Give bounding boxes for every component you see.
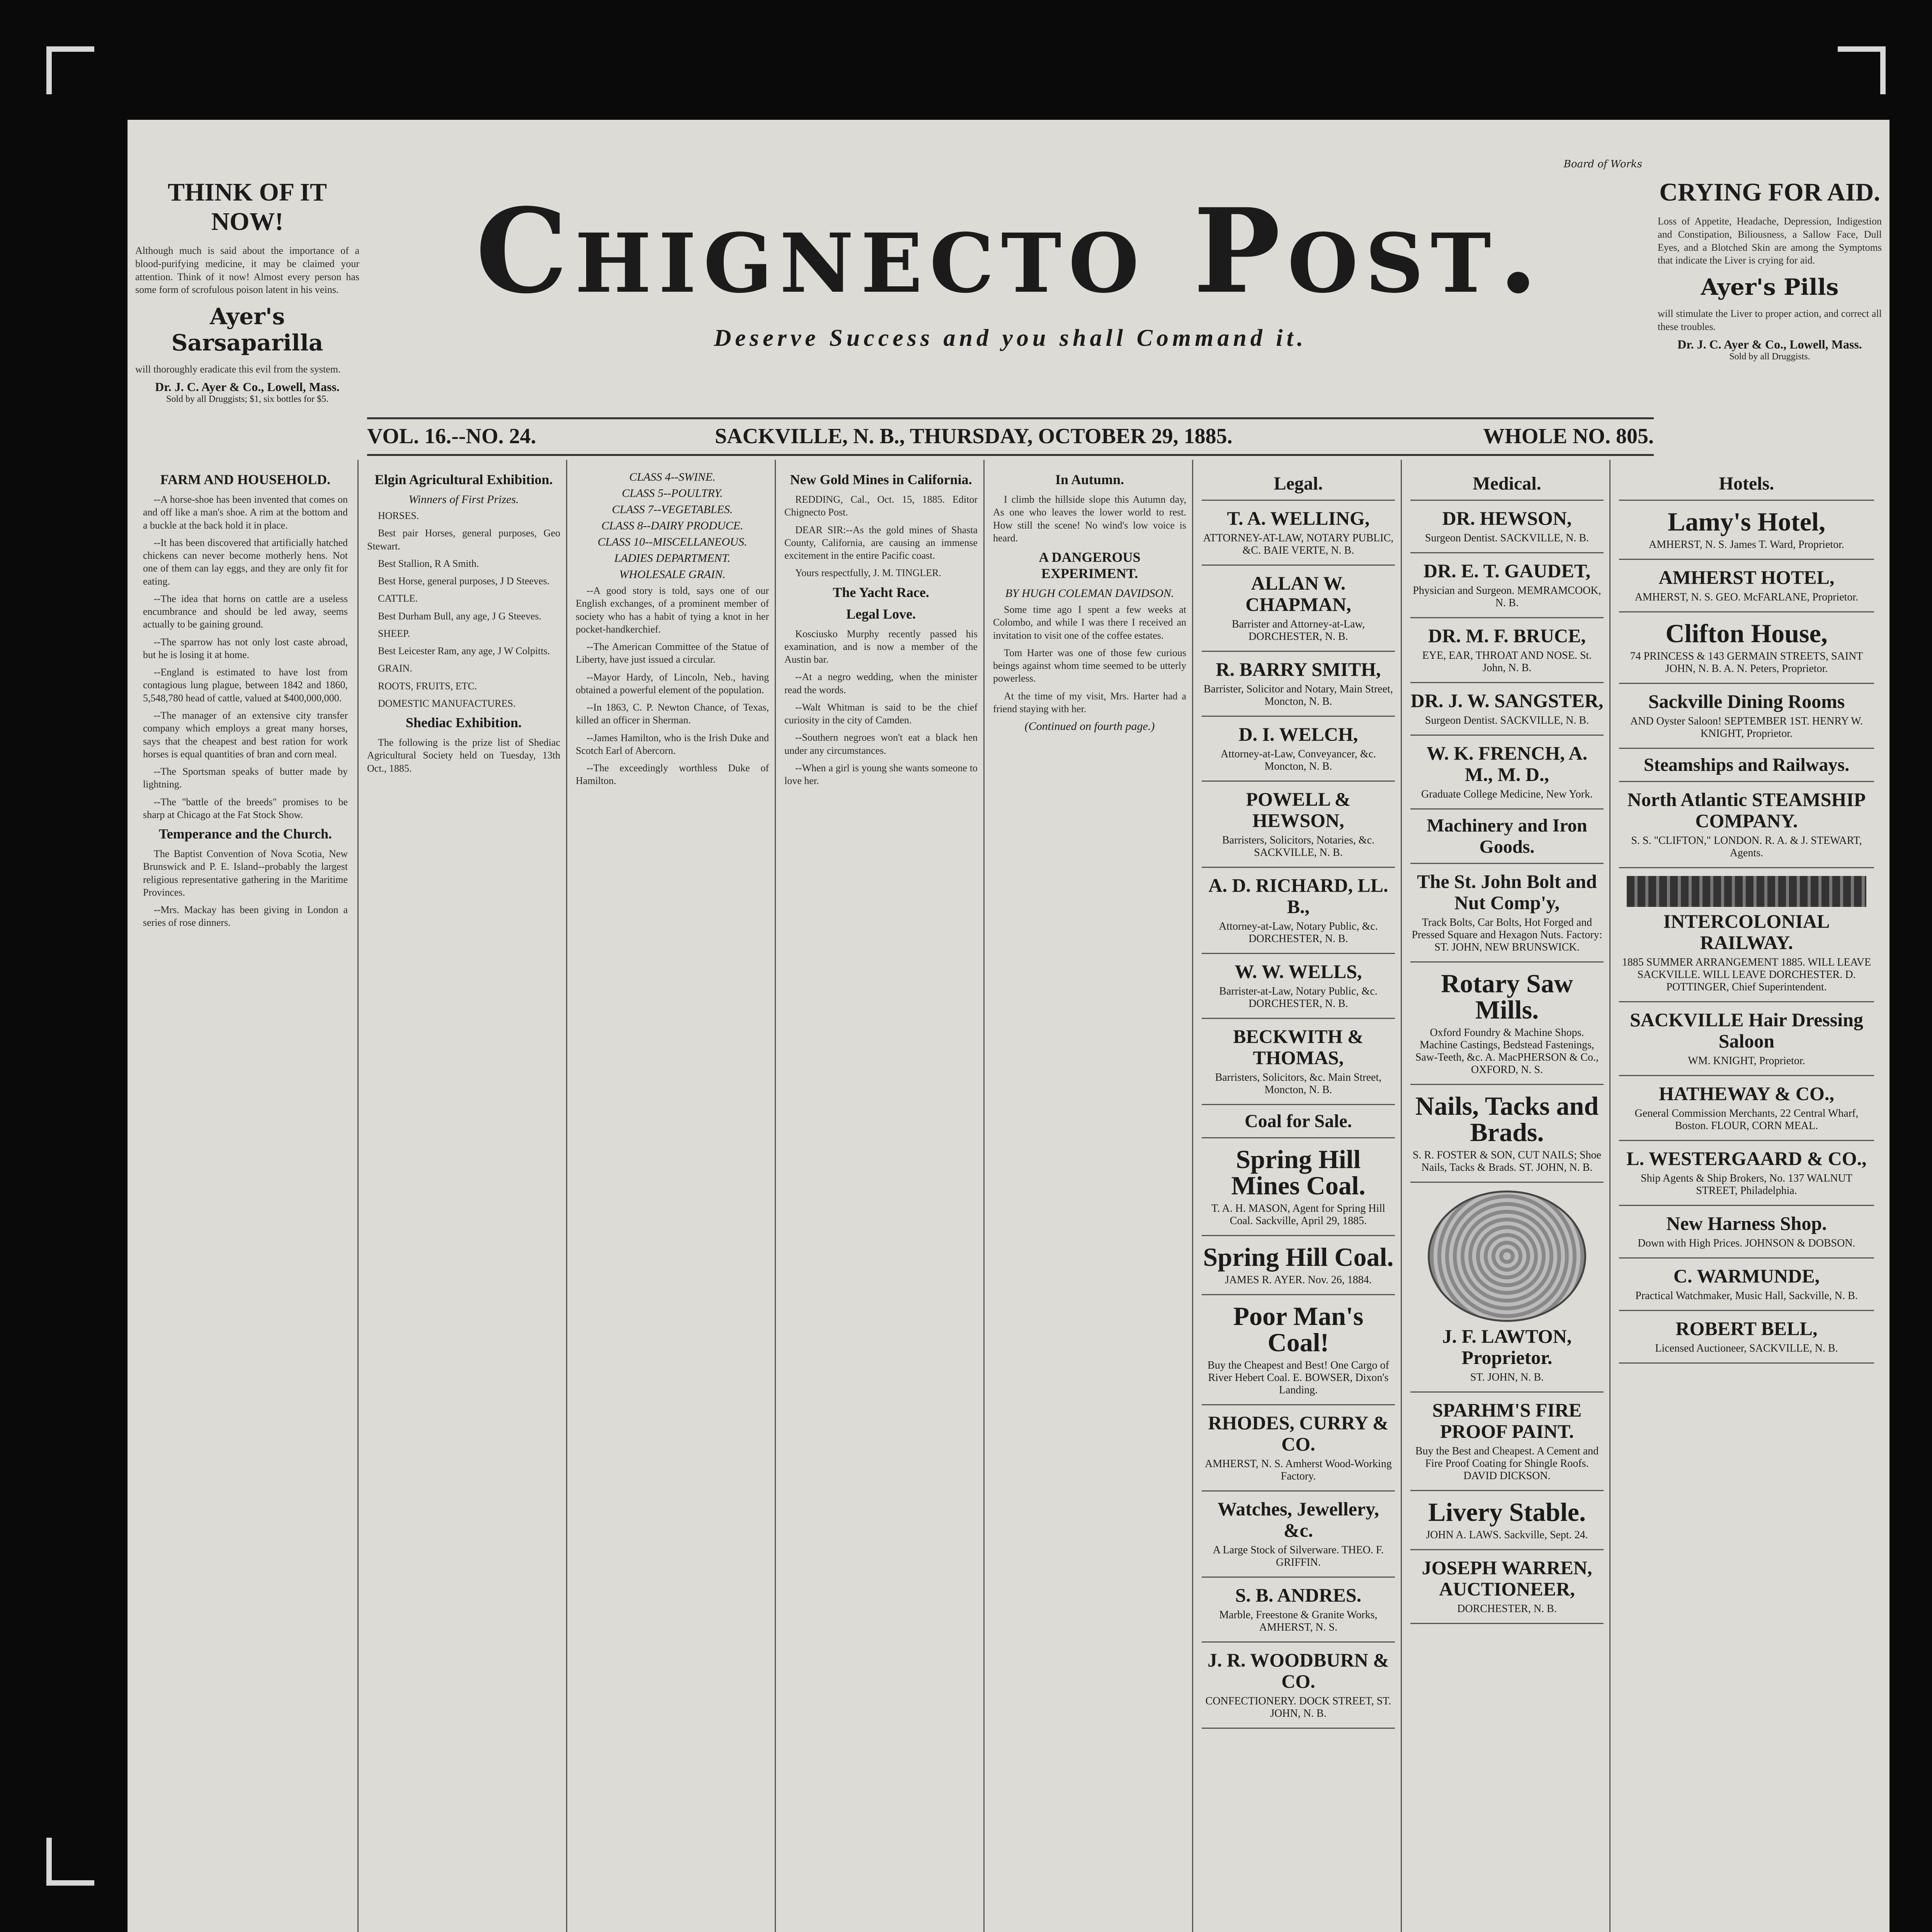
column-hotels-railways (1619, 468, 1874, 1932)
hotel-ad (1619, 501, 1874, 560)
ad-name: W. W. WELLS, (1235, 961, 1362, 982)
story-byline: BY HUGH COLEMAN DAVIDSON. (1005, 587, 1174, 600)
right-ear-ad (1658, 178, 1882, 362)
ad-line: Oxford Foundry & Machine Shops. Machine Castings, Bedstead Fastenings, Saw-Teeth, &c. A. MacPHERSON & Co., OXFORD, N. S. (1415, 1027, 1599, 1076)
ad-line: Track Bolts, Car Bolts, Hot Forged and Pressed Square and Hexagon Nuts. Factory: ST. JOHN, NEW BRUNSWICK. (1412, 917, 1602, 953)
ear-price: Sold by all Druggists; $1, six bottles for $5. (166, 394, 328, 404)
coal-ad (1202, 1138, 1395, 1236)
ad-name: RHODES, CURRY & CO. (1208, 1412, 1389, 1455)
ad-name: Nails, Tacks and Brads. (1415, 1091, 1599, 1147)
ad-name: DR. M. F. BRUCE, (1428, 625, 1586, 646)
paragraph: --In 1863, C. P. Newton Chance, of Texas, killed an officer in Sherman. (576, 702, 769, 726)
ad-line: ST. JOHN, N. B. (1470, 1371, 1544, 1383)
business-ad (1202, 1578, 1395, 1643)
paragraph: --A good story is told, says one of our English exchanges, of a prominent member of society who has a habit of tying a knot in her pocket-handkerchief. (576, 585, 769, 635)
ad-name: SPARHM'S FIRE PROOF PAINT. (1432, 1399, 1582, 1442)
ad-name: DR. HEWSON, (1442, 507, 1572, 529)
newspaper-page (128, 120, 1889, 1932)
paragraph: --A horse-shoe has been invented that comes on and off like a man's shoe. A rim at the bottom and a buckle at the back hold it in place. (143, 494, 348, 531)
prize-item: CATTLE. (378, 593, 418, 604)
ad-line: AND Oyster Saloon! SEPTEMBER 1ST. HENRY W. KNIGHT, Proprietor. (1630, 715, 1863, 740)
class-heading: CLASS 10--MISCELLANEOUS. (597, 536, 747, 548)
business-ad (1202, 1492, 1395, 1578)
paragraph: --Southern negroes won't eat a black hen under any circumstances. (784, 732, 978, 756)
prize-item: SHEEP. (378, 628, 410, 639)
ad-line: Barrister and Attorney-at-Law, DORCHESTER, N. B. (1231, 618, 1365, 643)
business-ad (1619, 1259, 1874, 1311)
ad-name: INTERCOLONIAL RAILWAY. (1663, 910, 1830, 953)
column-rule (775, 460, 776, 1932)
medical-ad (1410, 736, 1604, 810)
paragraph: --The "battle of the breeds" promises to be sharp at Chicago at the Fat Stock Show. (143, 796, 348, 820)
column-gold-mines (784, 468, 978, 1932)
ear-body: Loss of Appetite, Headache, Depression, Indigestion and Constipation, Biliousness, a Sallow Face, Dull Eyes, and a Blotched Skin are among the Symptoms that indicate the Liver is crying for aid. (1658, 216, 1882, 266)
ad-name: A. D. RICHARD, LL. B., (1208, 874, 1388, 917)
ear-brand: Ayer's Pills (1701, 274, 1839, 301)
ear-small: will stimulate the Liver to proper action, and correct all these troubles. (1658, 308, 1882, 332)
prize-item: ROOTS, FRUITS, ETC. (378, 680, 477, 692)
class-heading: CLASS 5--POULTRY. (622, 487, 723, 500)
crop-mark-top-left (46, 46, 94, 94)
ad-name: JOSEPH WARREN, AUCTIONEER, (1422, 1557, 1592, 1600)
paragraph: --It has been discovered that artificially hatched chickens can never become motherly hens. Not one of them can lay eggs, and they are only fit for eating. (143, 537, 348, 587)
ad-name: HATHEWAY & CO., (1659, 1083, 1834, 1104)
column-prizes-misc (576, 468, 769, 1932)
legal-ad (1202, 1019, 1395, 1105)
ad-line: CONFECTIONERY. DOCK STREET, ST. JOHN, N. B. (1205, 1695, 1391, 1719)
newspaper-title: Chignecto Post. (475, 183, 1546, 319)
ad-line: AMHERST, N. S. Amherst Wood-Working Factory. (1205, 1458, 1392, 1482)
ad-line: EYE, EAR, THROAT AND NOSE. St. John, N. B. (1422, 650, 1592, 674)
legal-ad (1202, 954, 1395, 1019)
prize-item: Best Durham Bull, any age, J G Steeves. (378, 610, 542, 622)
steamship-ad (1619, 782, 1874, 868)
ad-line: Graduate College Medicine, New York. (1421, 788, 1593, 800)
wheel-engraving (1428, 1190, 1586, 1322)
paint-ad (1410, 1393, 1604, 1491)
legal-ad (1202, 566, 1395, 652)
ad-line: AMHERST, N. S. James T. Ward, Proprietor. (1649, 539, 1844, 551)
ad-line: Attorney-at-Law, Conveyancer, &c. Moncton, N. B. (1220, 748, 1376, 772)
business-ad (1202, 1643, 1395, 1729)
ad-name: J. R. WOODBURN & CO. (1208, 1649, 1389, 1692)
ear-maker: Dr. J. C. Ayer & Co., Lowell, Mass. (155, 379, 340, 394)
ad-name: BECKWITH & THOMAS, (1233, 1026, 1364, 1068)
ad-name: J. F. LAWTON, Proprietor. (1442, 1325, 1572, 1368)
ad-line: Surgeon Dentist. SACKVILLE, N. B. (1425, 532, 1589, 544)
section-heading: Steamships and Railways. (1619, 749, 1874, 782)
column-rule (983, 460, 985, 1932)
hotel-ad (1619, 560, 1874, 612)
section-heading: Temperance and the Church. (158, 826, 332, 842)
paragraph: --Walt Whitman is said to be the chief curiosity in the city of Camden. (784, 701, 978, 726)
ad-line: Ship Agents & Ship Brokers, No. 137 WALNUT STREET, Philadelphia. (1641, 1172, 1852, 1197)
business-ad (1202, 1405, 1395, 1492)
ad-name: Livery Stable. (1428, 1497, 1586, 1527)
ad-name: W. K. FRENCH, A. M., M. D., (1426, 742, 1588, 785)
column-rule (566, 460, 567, 1932)
lawton-ad (1410, 1183, 1604, 1393)
paragraph: --At a negro wedding, when the minister read the words. (784, 671, 978, 696)
paragraph: The Baptist Convention of Nova Scotia, New Brunswick and P. E. Island--probably the largest religious representative gathering in the Maritime Provinces. (143, 848, 348, 898)
business-ad (1619, 1076, 1874, 1141)
place-date: SACKVILLE, N. B., THURSDAY, OCTOBER 29, 1885. (715, 424, 1233, 448)
paragraph: --James Hamilton, who is the Irish Duke and Scotch Earl of Abercorn. (576, 732, 769, 756)
section-heading: New Gold Mines in California. (790, 472, 972, 487)
ear-price: Sold by all Druggists. (1729, 351, 1810, 362)
ad-name: C. WARMUNDE, (1673, 1265, 1820, 1287)
story-title: A DANGEROUS EXPERIMENT. (1039, 549, 1141, 582)
train-engraving (1627, 876, 1866, 907)
prize-item: DOMESTIC MANUFACTURES. (378, 697, 516, 709)
section-heading: Medical. (1410, 468, 1604, 501)
class-heading: LADIES DEPARTMENT. (614, 552, 731, 565)
ad-name: Rotary Saw Mills. (1441, 969, 1573, 1024)
machinery-ad (1410, 963, 1604, 1085)
coal-ad (1202, 1295, 1395, 1405)
ad-line: DORCHESTER, N. B. (1457, 1603, 1557, 1615)
ad-name: DR. E. T. GAUDET, (1423, 560, 1590, 582)
paragraph: --The exceedingly worthless Duke of Hamilton. (576, 762, 769, 787)
ad-line: General Commission Merchants, 22 Central Wharf, Boston. FLOUR, CORN MEAL. (1634, 1107, 1859, 1132)
paragraph: Kosciusko Murphy recently passed his examination, and is now a member of the Austin bar. (784, 628, 978, 665)
section-heading: The Yacht Race. (833, 584, 929, 600)
ad-line: S. S. "CLIFTON," LONDON. R. A. & J. STEWART, Agents. (1631, 835, 1862, 859)
prize-item: Best Leicester Ram, any age, J W Colpitts. (378, 645, 550, 657)
auctioneer-ad (1410, 1550, 1604, 1624)
ad-line: Marble, Freestone & Granite Works, AMHERST, N. S. (1219, 1609, 1378, 1633)
ad-line: Buy the Cheapest and Best! One Cargo of River Hebert Coal. E. BOWSER, Dixon's Landing. (1208, 1359, 1389, 1396)
prize-item: Best pair Horses, general purposes, Geo Stewart. (367, 527, 560, 552)
ad-name: Spring Hill Coal. (1203, 1242, 1394, 1272)
class-heading: CLASS 8--DAIRY PRODUCE. (601, 519, 743, 532)
section-heading: Coal for Sale. (1202, 1105, 1395, 1138)
section-heading: FARM AND HOUSEHOLD. (160, 472, 331, 487)
newspaper-motto: Deserve Success and you shall Command it. (714, 325, 1307, 351)
legal-ad (1202, 652, 1395, 717)
ad-line: Down with High Prices. JOHNSON & DOBSON. (1638, 1237, 1855, 1249)
ad-name: Sackville Dining Rooms (1648, 690, 1845, 712)
ad-line: ATTORNEY-AT-LAW, NOTARY PUBLIC, &C. BAIE VERTE, N. B. (1203, 532, 1394, 556)
class-heading: CLASS 7--VEGETABLES. (612, 503, 733, 516)
ad-name: The St. John Bolt and Nut Comp'y, (1417, 871, 1597, 913)
continued-note: (Continued on fourth page.) (1024, 720, 1155, 733)
ad-line: Licensed Auctioneer, SACKVILLE, N. B. (1655, 1342, 1838, 1354)
ad-line: Practical Watchmaker, Music Hall, Sackville, N. B. (1635, 1290, 1858, 1302)
ad-line: AMHERST, N. S. GEO. McFARLANE, Proprietor. (1634, 591, 1859, 603)
livery-ad (1410, 1491, 1604, 1550)
section-heading: Legal Love. (846, 606, 916, 622)
ad-name: R. BARRY SMITH, (1216, 658, 1381, 680)
section-heading: Legal. (1202, 468, 1395, 501)
paragraph: The following is the prize list of Shediac Agricultural Society held on Tuesday, 13th Oct., 1885. (367, 737, 560, 774)
medical-ad (1410, 683, 1604, 736)
ad-name: New Harness Shop. (1666, 1213, 1827, 1234)
ad-name: D. I. WELCH, (1238, 723, 1358, 745)
ad-name: Spring Hill Mines Coal. (1231, 1145, 1366, 1200)
ad-name: DR. J. W. SANGSTER, (1410, 690, 1604, 711)
class-heading: CLASS 4--SWINE. (629, 471, 716, 483)
whole-number: WHOLE NO. 805. (1483, 424, 1654, 448)
section-subheading: Winners of First Prizes. (408, 493, 519, 506)
volume-number: VOL. 16.--NO. 24. (367, 424, 536, 448)
paragraph: DEAR SIR:--As the gold mines of Shasta County, California, are causing an immense excitement in the entire Pacific coast. (784, 524, 978, 561)
business-ad (1619, 1206, 1874, 1259)
machinery-ad (1410, 864, 1604, 963)
ad-line: 1885 SUMMER ARRANGEMENT 1885. WILL LEAVE SACKVILLE. WILL LEAVE DORCHESTER. D. POTTINGER, Chief Superintendent. (1622, 956, 1871, 993)
section-heading: Hotels. (1619, 468, 1874, 501)
ad-line: JAMES R. AYER. Nov. 26, 1884. (1225, 1274, 1372, 1286)
legal-ad (1202, 717, 1395, 782)
ad-line: Barrister, Solicitor and Notary, Main Street, Moncton, N. B. (1203, 683, 1393, 707)
ear-brand: Ayer's Sarsaparilla (171, 303, 323, 356)
ad-line: Barristers, Solicitors, Notaries, &c. SACKVILLE, N. B. (1222, 834, 1375, 859)
legal-ad (1202, 868, 1395, 954)
ad-name: ROBERT BELL, (1675, 1318, 1818, 1339)
medical-ad (1410, 618, 1604, 683)
ad-name: AMHERST HOTEL, (1658, 566, 1835, 588)
ad-line: Buy the Best and Cheapest. A Cement and Fire Proof Coating for Shingle Roofs. DAVID DICKSON. (1415, 1445, 1599, 1482)
column-elgin-exhibition (367, 468, 560, 1932)
section-heading: Shediac Exhibition. (405, 715, 522, 731)
column-legal-coal (1202, 468, 1395, 1932)
ear-small: will thoroughly eradicate this evil from the system. (135, 364, 341, 375)
ad-name: Clifton House, (1665, 619, 1828, 648)
hotel-ad (1619, 612, 1874, 684)
column-rule (1609, 460, 1611, 1932)
ear-headline: THINK OF IT NOW! (168, 178, 327, 236)
paragraph: --The American Committee of the Statue of Liberty, have just issued a circular. (576, 641, 769, 665)
ad-line: JOHN A. LAWS. Sackville, Sept. 24. (1426, 1529, 1588, 1541)
ad-name: POWELL & HEWSON, (1246, 788, 1351, 831)
crop-mark-bottom-left (46, 1838, 94, 1886)
legal-ad (1202, 782, 1395, 868)
medical-ad (1410, 553, 1604, 618)
ad-line: 74 PRINCESS & 143 GERMAIN STREETS, SAINT JOHN, N. B. A. N. Peters, Proprietor. (1630, 650, 1863, 675)
prize-item: Best Horse, general purposes, J D Steeves. (378, 575, 550, 587)
paragraph: Tom Harter was one of those few curious beings against whom time seemed to be utterly powerless. (993, 647, 1186, 684)
ad-name: North Atlantic STEAMSHIP COMPANY. (1627, 789, 1866, 832)
ad-name: ALLAN W. CHAPMAN, (1245, 572, 1351, 615)
paragraph: --The Sportsman speaks of butter made by lightning. (143, 766, 348, 790)
ad-name: SACKVILLE Hair Dressing Saloon (1630, 1009, 1863, 1052)
paragraph: Yours respectfully, J. M. TINGLER. (795, 567, 941, 579)
ad-line: Surgeon Dentist. SACKVILLE, N. B. (1425, 714, 1589, 726)
paragraph: Some time ago I spent a few weeks at Colombo, and while I was there I received an invitation to visit one of the coffee estates. (993, 604, 1186, 641)
paragraph: --The sparrow has not only lost caste abroad, but he is losing it at home. (143, 636, 348, 660)
column-rule (1192, 460, 1193, 1932)
railway-ad (1619, 868, 1874, 1002)
dateline (367, 417, 1654, 456)
ad-line: A Large Stock of Silverware. THEO. F. GRIFFIN. (1213, 1544, 1384, 1568)
paragraph: --The idea that horns on cattle are a useless encumbrance and should be led away, seems actually to be gaining ground. (143, 593, 348, 630)
paragraph: --England is estimated to have lost from contagious lung plague, between 1842 and 1860, 5,548,780 head of cattle, valued at $400,000,000. (143, 667, 348, 704)
paragraph: --The manager of an extensive city transfer company which employs a great many horses, says that the cheapest and best ration for work horses is equal quantities of bran and corn meal. (143, 709, 348, 760)
column-rule (357, 460, 359, 1932)
paragraph: --Mrs. Mackay has been giving in London a series of rose dinners. (143, 904, 348, 929)
column-farm-household (143, 468, 348, 1932)
crop-mark-top-right (1838, 46, 1886, 94)
hotel-ad (1619, 684, 1874, 749)
ear-maker: Dr. J. C. Ayer & Co., Lowell, Mass. (1677, 337, 1862, 351)
ad-line: Barristers, Solicitors, &c. Main Street, Moncton, N. B. (1215, 1071, 1382, 1096)
medical-ad (1410, 501, 1604, 553)
poem-text: I climb the hillside slope this Autumn day, As one who leaves the lower world to rest. How still the scene! No wind's low voice is heard. (993, 494, 1186, 544)
ad-name: Watches, Jewellery, &c. (1218, 1498, 1379, 1541)
business-ad (1619, 1002, 1874, 1076)
ad-line: S. R. FOSTER & SON, CUT NAILS; Shoe Nails, Tacks & Brads. ST. JOHN, N. B. (1412, 1149, 1601, 1173)
business-ad (1619, 1141, 1874, 1206)
section-heading: Elgin Agricultural Exhibition. (374, 472, 553, 487)
column-medical-machinery (1410, 468, 1604, 1932)
prize-item: Best Stallion, R A Smith. (378, 558, 479, 569)
left-ear-ad (135, 178, 359, 405)
machinery-ad (1410, 1085, 1604, 1183)
paragraph: --Mayor Hardy, of Lincoln, Neb., having obtained a powerful element of the population. (576, 671, 769, 696)
section-heading: Machinery and Iron Goods. (1410, 810, 1604, 864)
prize-item: GRAIN. (378, 663, 412, 674)
masthead (367, 147, 1654, 352)
ear-headline: CRYING FOR AID. (1659, 178, 1880, 206)
ad-name: T. A. WELLING, (1227, 507, 1370, 529)
column-in-autumn (993, 468, 1186, 1932)
coal-ad (1202, 1236, 1395, 1295)
ad-line: T. A. H. MASON, Agent for Spring Hill Coal. Sackville, April 29, 1885. (1211, 1202, 1385, 1227)
business-ad (1619, 1311, 1874, 1364)
poem-title: In Autumn. (1055, 472, 1124, 487)
ad-name: L. WESTERGAARD & CO., (1626, 1148, 1867, 1169)
column-rule (1401, 460, 1402, 1932)
legal-ad (1202, 501, 1395, 566)
ad-line: Barrister-at-Law, Notary Public, &c. DORCHESTER, N. B. (1219, 985, 1378, 1010)
ad-name: Poor Man's Coal! (1233, 1301, 1364, 1357)
ad-line: Physician and Surgeon. MEMRAMCOOK, N. B. (1413, 585, 1601, 609)
prize-item: HORSES. (378, 510, 419, 521)
ad-line: WM. KNIGHT, Proprietor. (1688, 1055, 1805, 1067)
ad-name: S. B. ANDRES. (1235, 1584, 1362, 1606)
ear-body: Although much is said about the importance of a blood-purifying medicine, it may be claimed your attention. Think of it now! Almost every person has some form of scrofulous poison latent in his veins. (135, 245, 359, 296)
paragraph: REDDING, Cal., Oct. 15, 1885. Editor Chignecto Post. (784, 494, 978, 518)
class-heading: WHOLESALE GRAIN. (619, 568, 726, 581)
paragraph: At the time of my visit, Mrs. Harter had a friend staying with her. (993, 690, 1186, 714)
paragraph: --When a girl is young she wants someone to love her. (784, 762, 978, 787)
board-of-works-note: Board of Works (1563, 158, 1642, 170)
ad-line: Attorney-at-Law, Notary Public, &c. DORCHESTER, N. B. (1219, 920, 1378, 945)
ad-name: Lamy's Hotel, (1668, 507, 1825, 536)
